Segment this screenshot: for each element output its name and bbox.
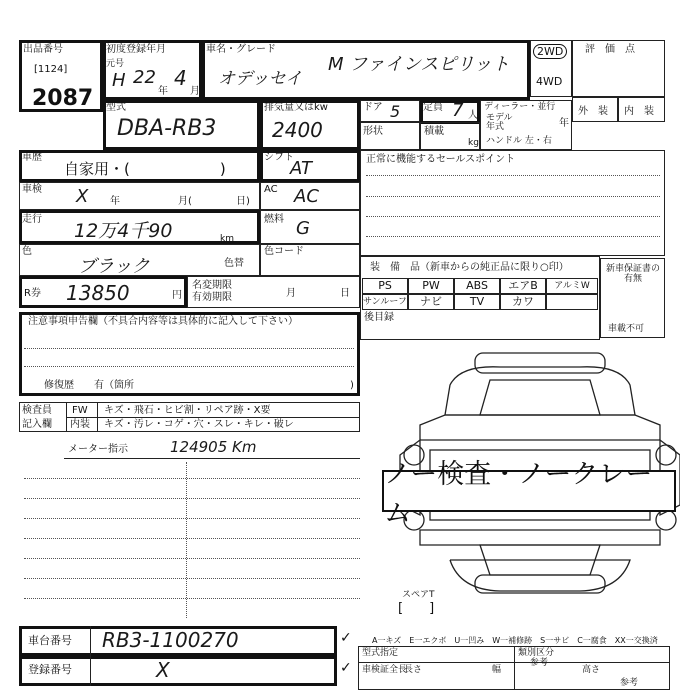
notes-line — [24, 348, 354, 349]
no-inspection-stamp: ノー検査・ノークレーム — [382, 470, 676, 512]
inspector-divider-v — [66, 402, 67, 432]
mileage-unit: km — [220, 234, 234, 244]
month-unit: 月 — [190, 86, 200, 97]
registration-value: X — [156, 658, 170, 682]
equip-blank — [546, 294, 598, 310]
shift-label: シフト — [264, 152, 294, 163]
repair-label: 修復歴 有（箇所 — [44, 380, 134, 391]
year-unit: 年 — [158, 86, 168, 97]
color-label: 色 — [22, 246, 32, 257]
equip-ps: PS — [362, 278, 408, 294]
shape-label: 形状 — [363, 126, 383, 137]
memo-line — [24, 538, 360, 539]
valid-day: 日 — [340, 288, 350, 299]
interior-label: 内 装 — [624, 106, 654, 117]
spare-value: [ ] — [398, 601, 435, 616]
load-label: 積載 — [424, 126, 444, 137]
memo-line — [24, 478, 360, 479]
chassis-label: 車台番号 — [28, 634, 72, 647]
displacement-label: 排気量又はkw — [264, 102, 328, 113]
ac-value: AC — [294, 186, 319, 207]
exterior-label: 外 装 — [578, 106, 608, 117]
memo-divider — [186, 462, 187, 618]
capacity-value: 7 — [452, 100, 464, 121]
model-label: 型式 — [106, 102, 126, 113]
inspection-month: 月( — [178, 196, 192, 207]
entry-label: 記入欄 — [22, 419, 52, 430]
spec-label-8: 参考 — [620, 678, 639, 688]
memo-line — [24, 498, 360, 499]
meter-underline — [64, 458, 360, 459]
repair-close: ) — [350, 380, 354, 391]
model-value: DBA-RB3 — [117, 116, 217, 141]
sales-point-box — [360, 150, 665, 256]
recycle-label: R券 — [24, 288, 41, 299]
sales-line — [366, 196, 660, 197]
handle-label: ハンドル 左・右 — [486, 136, 552, 146]
inspection-box — [19, 182, 260, 210]
rating-label: 評 価 点 — [585, 44, 635, 55]
shift-value: AT — [290, 158, 312, 179]
sales-line — [366, 175, 660, 176]
registration-label: 登録番号 — [28, 663, 72, 676]
chassis-check: ✓ — [340, 630, 352, 646]
equip-navi: ナビ — [408, 294, 454, 310]
capacity-label: 定員 — [423, 102, 443, 113]
car-name-value: オデッセイ — [218, 69, 303, 89]
fw-text: キズ・飛石・ヒビ割・リペア跡・X要 — [104, 405, 271, 416]
rear-seat-label: 後目録 — [364, 312, 394, 323]
year-value: 22 — [133, 67, 156, 88]
ac-label: AC — [264, 184, 278, 195]
memo-line — [24, 558, 360, 559]
model-year-unit: 年 — [559, 118, 569, 129]
fuel-value: G — [296, 218, 310, 239]
lot-number-label: 出品番号 — [23, 44, 63, 55]
grade-value: M ファインスピリット — [328, 54, 510, 75]
inspection-label: 車検 — [22, 184, 42, 195]
inspection-day: 日) — [236, 196, 250, 207]
era-value: H — [112, 70, 126, 91]
history-value: 自家用・( ) — [64, 160, 226, 178]
doors-value: 5 — [390, 102, 401, 121]
registration-divider — [90, 656, 91, 686]
meter-label: メーター指示 — [68, 444, 128, 455]
load-unit: kg — [468, 138, 479, 148]
spec-label-4: 長さ — [404, 665, 423, 675]
memo-line — [24, 578, 360, 579]
memo-line — [24, 518, 360, 519]
inspection-value: X — [76, 186, 89, 207]
fuel-label: 燃料 — [264, 214, 284, 225]
drive-2wd: 2WD — [533, 44, 567, 59]
doors-label: ドア — [363, 102, 383, 113]
model-year-label: モデル年式 — [486, 113, 513, 132]
color-value: ブラック — [78, 256, 150, 277]
recycle-unit: 円 — [172, 290, 182, 301]
capacity-unit: 人 — [468, 110, 478, 121]
color-code-label: 色コード — [264, 246, 304, 257]
inspection-year: 年 — [110, 196, 120, 207]
displacement-value: 2400 — [272, 118, 323, 142]
history-label: 車歴 — [22, 152, 42, 163]
equip-airbag: エアB — [500, 278, 546, 294]
sales-line — [366, 216, 660, 217]
spec-label-6: 参考 — [530, 658, 549, 668]
car-name-label: 車名・グレード — [206, 44, 276, 55]
warranty-value: 車載不可 — [608, 324, 645, 334]
inspector-divider-v2 — [97, 402, 98, 432]
meter-value: 124905 Km — [170, 438, 257, 456]
spec-divider-v — [514, 646, 515, 690]
recycle-value: 13850 — [66, 281, 130, 305]
dealer-label: ディーラー・並行 — [484, 102, 556, 112]
mileage-label: 走行 — [22, 214, 42, 225]
first-registration-label: 初度登録年月 — [106, 44, 166, 55]
fw-label: FW — [72, 405, 88, 416]
month-value: 4 — [174, 66, 187, 90]
equip-alloy: アルミW — [546, 278, 598, 294]
spec-label-5: 幅 — [492, 665, 502, 675]
era-label: 元号 — [106, 59, 125, 69]
equip-leather: カワ — [500, 294, 546, 310]
int-label: 内装 — [70, 419, 90, 430]
mileage-value: 12万4千90 — [74, 220, 173, 242]
inspector-divider — [66, 417, 360, 418]
spec-label-2: 類別区分 — [518, 648, 555, 658]
equip-tv: TV — [454, 294, 500, 310]
equipment-label: 装 備 品（新車からの純正品に限り○印） — [370, 262, 569, 273]
notes-label: 注意事項申告欄（不具合内容等は具体的に記入して下さい） — [28, 316, 298, 327]
sales-line — [366, 236, 660, 237]
spare-label: スペアT — [402, 590, 435, 600]
color-change-label: 色替 — [224, 258, 244, 269]
drive-4wd: 4WD — [536, 75, 563, 88]
chassis-divider — [90, 626, 91, 656]
valid-month: 月 — [286, 288, 296, 299]
sales-point-label: 正常に機能するセールスポイント — [366, 154, 516, 165]
int-text: キズ・汚レ・コゲ・穴・スレ・キレ・破レ — [104, 419, 294, 430]
spec-label-7: 高さ — [582, 665, 601, 675]
inspector-label: 検査員 — [22, 405, 52, 416]
lot-bracket: [1124] — [34, 64, 68, 75]
lot-number: 2087 — [32, 86, 94, 111]
notes-line — [24, 366, 354, 367]
chassis-value: RB3-1100270 — [102, 628, 239, 652]
memo-line — [24, 598, 360, 599]
damage-legend: A一キズ E一エクボ U一凹み W一補修跡 S一サビ C一腐食 XX一交換済 — [372, 636, 658, 645]
equip-sunroof: サンルーフ — [362, 294, 408, 310]
spec-label-1: 型式指定 — [362, 648, 399, 658]
warranty-label: 新車保証書の有無 — [605, 264, 660, 284]
valid-label: 有効期限 — [192, 292, 232, 303]
equip-pw: PW — [408, 278, 454, 294]
spec-label-3: 車検証全長 — [362, 665, 408, 675]
registration-check: ✓ — [340, 660, 352, 676]
name-change-label: 名変期限 — [192, 280, 232, 291]
equip-abs: ABS — [454, 278, 500, 294]
